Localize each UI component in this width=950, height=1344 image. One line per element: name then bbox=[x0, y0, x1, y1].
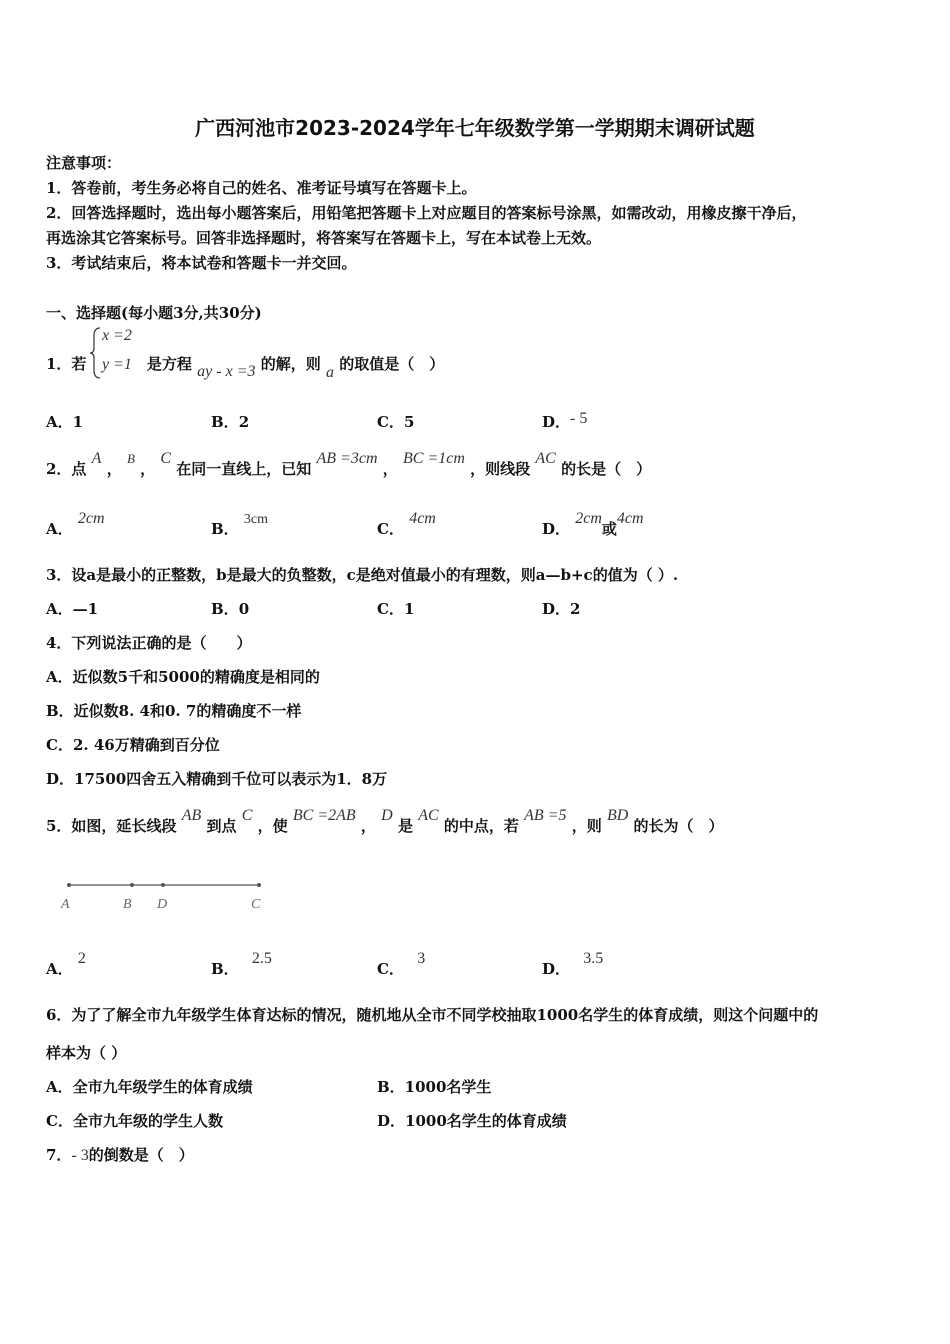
q5-option-d: D． 3.5 bbox=[542, 950, 604, 978]
q2-option-d: D． 2cm或4cm bbox=[542, 510, 644, 538]
q1-option-b: B．2 bbox=[211, 413, 250, 431]
q1-equation: ay - x =3 bbox=[197, 363, 256, 380]
q2-text: ，则线段 bbox=[470, 460, 531, 478]
q1-number: 1．若 bbox=[46, 355, 87, 373]
notice-item: 3．考试结束后，将本试卷和答题卡一并交回。 bbox=[46, 254, 357, 272]
q1-variable: a bbox=[325, 364, 334, 381]
q6-option-d: D．1000名学生的体育成绩 bbox=[377, 1112, 567, 1130]
label-b: B bbox=[123, 897, 132, 912]
q5-c: C bbox=[241, 807, 253, 824]
q5-number: 5．如图，延长线段 bbox=[46, 817, 177, 835]
q5-bc: BC =2AB bbox=[292, 807, 356, 824]
point-a bbox=[67, 883, 71, 887]
q4-option-b: B．近似数8. 4和0. 7的精确度不一样 bbox=[46, 702, 302, 720]
question-7 bbox=[46, 1144, 194, 1165]
label-a: A bbox=[61, 897, 70, 912]
section-heading: 一、选择题(每小题3分,共30分) bbox=[46, 304, 262, 322]
q3-option-a: A．—1 bbox=[46, 600, 99, 618]
q6-option-c: C．全市九年级的学生人数 bbox=[46, 1112, 223, 1130]
q3-option-d: D．2 bbox=[542, 600, 581, 618]
q6-option-a: A．全市九年级学生的体育成绩 bbox=[46, 1078, 253, 1096]
point-b bbox=[130, 883, 134, 887]
q2-option-b: B． 3cm bbox=[211, 512, 269, 538]
q5-option-a: A． 2 bbox=[46, 950, 86, 978]
q5-line-figure bbox=[55, 874, 275, 918]
q3-option-c: C．1 bbox=[377, 600, 415, 618]
q2-point-a: A bbox=[91, 450, 102, 467]
q1-text: 是方程 bbox=[146, 355, 192, 373]
q7-value: - 3 bbox=[71, 1147, 89, 1164]
q5-d: D bbox=[381, 807, 393, 824]
q2-text: 的长是（ ） bbox=[561, 460, 652, 478]
q4-option-c: C．2. 46万精确到百分位 bbox=[46, 736, 220, 754]
q4-option-a: A．近似数5千和5000的精确度是相同的 bbox=[46, 668, 320, 686]
label-d: D bbox=[157, 897, 168, 912]
question-3: 3．设a是最小的正整数，b是最大的负整数，c是绝对值最小的有理数，则a—b+c的值为（ ）. bbox=[46, 566, 679, 584]
label-c: C bbox=[251, 897, 261, 912]
q5-ac: AC bbox=[418, 807, 439, 824]
q2-option-c: C． 4cm bbox=[377, 510, 436, 538]
q2-number: 2．点 bbox=[46, 460, 87, 478]
question-2: 2．点 A ， B ， C 在同一直线上，已知 AB =3cm ， BC =1cm ，则线段 AC 的长是（ ） bbox=[46, 450, 652, 478]
q2-option-a: A． 2cm bbox=[46, 510, 105, 538]
q1-system-eq2: y =1 bbox=[102, 356, 132, 373]
q4-option-d: D．17500四舍五入精确到千位可以表示为1．8万 bbox=[46, 770, 388, 788]
q5-option-c: C． 3 bbox=[377, 950, 426, 978]
point-d bbox=[161, 883, 165, 887]
q7-text: 的倒数是（ ） bbox=[88, 1146, 194, 1164]
point-c bbox=[257, 883, 261, 887]
q2-bc: BC =1cm bbox=[403, 450, 465, 467]
q7-number: 7． bbox=[46, 1146, 72, 1164]
q1-option-c: C．5 bbox=[377, 413, 415, 431]
q5-option-b: B． 2.5 bbox=[211, 950, 272, 978]
q5-bd: BD bbox=[606, 807, 629, 824]
q5-ab-value: AB =5 bbox=[524, 807, 567, 824]
page-title: 广西河池市2023-2024学年七年级数学第一学期期末调研试题 bbox=[195, 116, 755, 140]
question-6-line-1: 6．为了了解全市九年级学生体育达标的情况，随机地从全市不同学校抽取1000名学生的体育成绩，则这个问题中的 bbox=[46, 1006, 819, 1024]
notice-item: 2．回答选择题时，选出每小题答案后，用铅笔把答题卡上对应题目的答案标号涂黑，如需改动，用橡皮擦干净后， bbox=[46, 204, 807, 222]
q1-option-d: D．- 5 bbox=[542, 410, 588, 431]
q2-text: 在同一直线上，已知 bbox=[176, 460, 312, 478]
q1-text: 的取值是（ ） bbox=[339, 355, 445, 373]
q2-ab: AB =3cm bbox=[316, 450, 378, 467]
q1-system-eq1: x =2 bbox=[102, 327, 132, 344]
notice-item: 1．答卷前，考生务必将自己的姓名、准考证号填写在答题卡上。 bbox=[46, 179, 477, 197]
notice-item: 再选涂其它答案标号。回答非选择题时，将答案写在答题卡上，写在本试卷上无效。 bbox=[46, 229, 602, 247]
q1-option-a: A．1 bbox=[46, 413, 84, 431]
q5-ab: AB bbox=[181, 807, 202, 824]
question-4: 4．下列说法正确的是（ ） bbox=[46, 634, 252, 652]
q2-ac: AC bbox=[535, 450, 556, 467]
question-5: 5．如图，延长线段 AB 到点 C ，使 BC =2AB ， D 是 AC 的中点，若 AB =5 ，则 BD 的长为（ ） bbox=[46, 807, 724, 835]
q2-point-c: C bbox=[160, 450, 172, 467]
q2-point-b: B bbox=[126, 451, 135, 466]
question-6-line-2: 样本为（ ） bbox=[46, 1044, 127, 1062]
notice-heading: 注意事项： bbox=[46, 154, 122, 172]
q6-option-b: B．1000名学生 bbox=[377, 1078, 492, 1096]
q1-text: 的解，则 bbox=[260, 355, 321, 373]
q3-option-b: B．0 bbox=[211, 600, 250, 618]
